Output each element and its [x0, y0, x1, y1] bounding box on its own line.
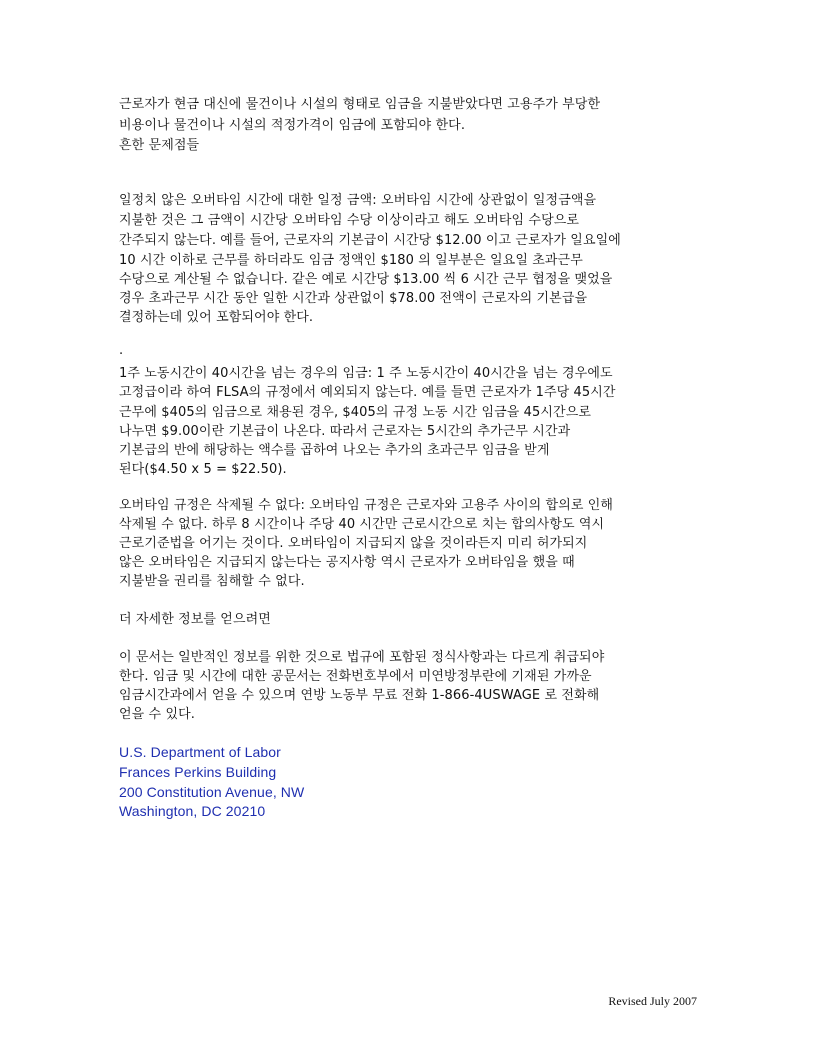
fixed-overtime-line: 지불한 것은 그 금액이 시간당 오버타임 수당 이상이라고 해도 오버타임 수당으로 [119, 213, 580, 228]
cannot-waive-line: 않은 오버타임은 지급되지 않는다는 공지사항 역시 근로자가 오버타임을 했을 때 [119, 555, 575, 570]
weekly-over-40-line: 고정급이라 하여 FLSA의 규정에서 예외되지 않는다. 예를 들면 근로자가 1주당 45시간 [119, 385, 616, 400]
intro-line: 근로자가 현금 대신에 물건이나 시설의 형태로 임금을 지불받았다면 고용주가 부당한 [119, 97, 601, 112]
weekly-over-40-line: 나누면 $9.00이란 기본급이 나온다. 따라서 근로자는 5시간의 추가근무 시간과 [119, 424, 571, 439]
revision-footer: Revised July 2007 [608, 994, 697, 1008]
fixed-overtime-line: 결정하는데 있어 포함되어야 한다. [119, 310, 314, 325]
cannot-waive-line: 오버타임 규정은 삭제될 수 없다: 오버타임 규정은 근로자와 고용주 사이의 합의로 인해 [119, 498, 614, 513]
more-info-line: 임금시간과에서 얻을 수 있으며 연방 노동부 무료 전화 1-866-4USWAGE 로 전화해 [119, 688, 600, 703]
fixed-overtime-line: 10 시간 이하로 근무를 하더라도 임금 정액인 $180 의 일부분은 일요일 초과근무 [119, 253, 583, 268]
stray-period: . [119, 343, 124, 358]
cannot-waive-line: 삭제될 수 없다. 하루 8 시간이나 주당 40 시간만 근로시간으로 치는 합의사항도 역시 [119, 517, 605, 532]
more-info-heading: 더 자세한 정보를 얻으려면 [119, 612, 271, 627]
weekly-over-40-line: 근무에 $405의 임금으로 채용된 경우, $405의 규정 노동 시간 임금을 45시간으로 [119, 405, 592, 420]
fixed-overtime-line: 수당으로 계산될 수 없습니다. 같은 예로 시간당 $13.00 씩 6 시간 근무 협정을 맺었을 [119, 272, 613, 287]
fixed-overtime-line: 경우 초과근무 시간 동안 일한 시간과 상관없이 $78.00 전액이 근로자의 기본급을 [119, 291, 588, 306]
cannot-waive-line: 지불받을 권리를 침해할 수 없다. [119, 574, 305, 589]
address-org: U.S. Department of Labor [119, 744, 281, 760]
more-info-line: 이 문서는 일반적인 정보를 위한 것으로 법규에 포함된 정식사항과는 다르게 취급되야 [119, 650, 605, 665]
more-info-line: 한다. 임금 및 시간에 대한 공문서는 전화번호부에서 미연방정부란에 기재된 가까운 [119, 669, 592, 684]
weekly-over-40-line: 된다($4.50 x 5 = $22.50). [119, 462, 287, 477]
address-street: 200 Constitution Avenue, NW [119, 784, 305, 800]
weekly-over-40-line: 기본급의 반에 해당하는 액수를 곱하여 나오는 추가의 초과근무 임금을 받게 [119, 443, 550, 458]
address-building: Frances Perkins Building [119, 764, 277, 780]
address-city: Washington, DC 20210 [119, 803, 266, 819]
section-heading: 흔한 문제점들 [119, 138, 200, 153]
weekly-over-40-line: 1주 노동시간이 40시간을 넘는 경우의 임금: 1 주 노동시간이 40시간을 넘는 경우에도 [119, 366, 613, 381]
fixed-overtime-line: 일정치 않은 오버타임 시간에 대한 일정 금액: 오버타임 시간에 상관없이 일정금액을 [119, 193, 597, 208]
intro-line: 비용이나 물건이나 시설의 적정가격이 임금에 포함되야 한다. [119, 118, 466, 133]
more-info-line: 얻을 수 있다. [119, 707, 195, 722]
cannot-waive-line: 근로기준법을 어기는 것이다. 오버타임이 지급되지 않을 것이라든지 미리 허가되지 [119, 536, 588, 551]
fixed-overtime-line: 간주되지 않는다. 예를 들어, 근로자의 기본급이 시간당 $12.00 이고 근로자가 일요일에 [119, 233, 621, 248]
